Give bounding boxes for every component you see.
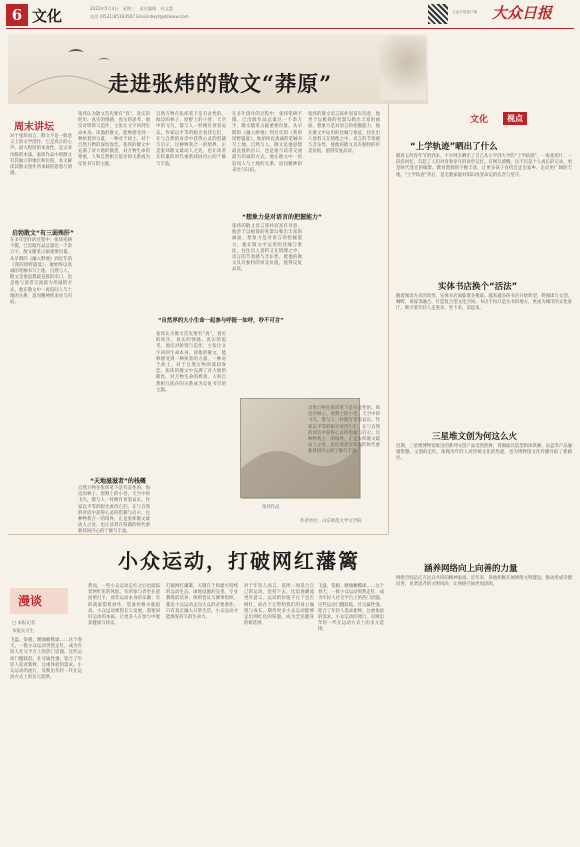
second-article-title: 小众运动，打破网红藩篱 (118, 549, 360, 573)
contact-info: 电话 (0531)85193507 Email:dwyt@dzwww.com (90, 14, 189, 19)
sidebar-item-3-body: 近期，三星堆博物馆推出的系列文创产品受到热捧，青铜面具造型的冰淇淋、盲盒等产品屡屡售罄。文创的走红，体现出年轻人对传统文化的热爱，也为博物馆文化传播开辟了新路径。 (396, 444, 572, 462)
ink-painting-image (380, 36, 426, 100)
sidebar-tag: 视点 (503, 112, 527, 125)
feature-intro: 对于张炜而言，散文不是一般意义上的文学创作，它是真正的心声。最大程度的本真性，是文章风格的本质。张炜作品中的散文有其独立的地位和价值，本文解读其散文创作所承载的思想与情感。 (10, 134, 72, 177)
second-byline-2: 本报实习生 (12, 629, 34, 634)
feature-title: 走进张炜的散文“莽原” (108, 71, 333, 96)
column-divider (388, 104, 389, 534)
sidebar-item-2-body: 随着阅读方式的改变，实体书店面临诸多挑战。越来越多的书店开始转型，将阅读与文创、咖啡、讲座等融合，打造复合型文化空间。书店不再只是买书的地方，更成为城市的文化客厅，吸引着年轻人走进来、坐下来、读起来。 (396, 294, 572, 312)
feature-subhead-4: “想象力是对语言的把握能力” (242, 214, 322, 221)
feature-body-col1: 在多年创作的过程中，张炜笔耕不辍，已出版作品总量达一千余万字，散文随笔占据重要份量。从早期的《融入野地》到近年的《我的原野盛宴》，他始终以真诚的笔触书写土地、自然与人。散文是他思想最直接的出口，也是他与读者交流最为坦诚的方式。他在散文中一再追问人与土地的关系，追问精神的来处与归宿。 (10, 238, 72, 306)
second-body-col2: 然而，一些小众运动走红之后也面临着网红化的风险。有的参与者更在意拍照打卡，而非运动本身的乐趣；有的商家借机炒作，装备价格水涨船高。小众运动要想长久发展，需要回归运动的本质，让更多人在参与中收获健康与快乐。 (88, 584, 160, 627)
feature-author: 作者单位：山东师范大学文学院 (300, 519, 362, 524)
edition-info: 2022年5月4日 星期三 责任编辑 杜文慧 (90, 6, 173, 11)
feature-body-col5b: 自然万物在张炜笔下是有灵性的。海边的林子、原野上的小兽、天空中的飞鸟，都与人一样拥有喜怒哀乐。作家以平等的眼光看待它们，在与自然的对话中获得心灵的慰藉与启示。这种物我合一的境界，正是张炜散文最动人之处，也让读者在喧嚣的时代重新找回内心的宁静与丰盈。 (308, 406, 380, 455)
second-body-col5: 飞盘、桨板、腰旗橄榄球……这个春天，一批小众运动突然走红，成为年轻人社交平台上的热门话题。这些运动门槛较低、社交属性强，迎合了年轻人追求新鲜、注重体验的需求。小众运动的流行，反映出年轻一代在运动方式上的多元选择。 (318, 584, 384, 633)
second-byline-1: □ 本报记者 (12, 621, 36, 626)
feature-body-col2: 张炜认为散文首先要有“真”，真实的经历、真实的情感、真实的思考。他反对矫饰与造作，主张让文字回到生命本身。读他的散文，能够感受到一种执着的力量，一种对于故土、对于自然万物的深切眷恋。张炜的散文中充满了对大地的敬畏，对万物生命的尊重，人和自然相互依存的关系成为反复书写的主题。 (78, 112, 150, 167)
masthead-logo: 大众日报 (492, 4, 553, 22)
sidebar-brand: 文化 (470, 115, 489, 125)
feature-body-col3: 自然万物在张炜笔下是有灵性的。海边的林子、原野上的小兽、天空中的飞鸟，都与人一样拥有喜怒哀乐。作家以平等的眼光看待它们，在与自然的对话中获得心灵的慰藉与启示。这种物我合一的境界，正是张炜散文最动人之处，也让读者在喧嚣的时代重新找回内心的宁静与丰盈。 (156, 112, 226, 167)
sidebar-item-4-title: 涵养网络向上向善的力量 (424, 564, 518, 574)
feature-subhead-2: “天地滋滋者”的栈概 (90, 478, 146, 485)
sidebar-item-3-title: 三星堆文创为何这么火 (432, 432, 518, 442)
feature-subhead-3: “自然界的大小生命一起参与呼挺一如呼，吵不可言” (158, 318, 284, 324)
second-body-col4: 对于年轻人而言，选择一项适合自己的运动，坚持下去，比追逐潮流更有意义。运动的价值不在于是否网红，而在于它带给我们的身心愉悦与成长。期待更多小众运动能够走出网红化的喧嚣，成为全民健身的新选择。 (244, 584, 314, 627)
header-rule (6, 28, 574, 29)
feature-body-col3b: 张炜认为散文首先要有“真”，真实的经历、真实的情感、真实的思考。他反对矫饰与造作，主张让文字回到生命本身。读他的散文，能够感受到一种执着的力量，一种对于故土、对于自然万物的深切眷恋。张炜的散文中充满了对大地的敬畏，对万物生命的尊重，人和自然相互依存的关系成为反复书写的主题。 (156, 332, 226, 393)
sidebar-item-1-title: “上学轨迹”晒出了什么 (410, 142, 498, 152)
sidebar-item-4-body: 网络空间是亿万民众共同的精神家园。近年来，各地积极开展网络文明建设，推动形成崇德向善、见贤思齐的文明风尚，让网络空间更加清朗。 (396, 576, 572, 588)
image-caption: 张炜作品 (262, 505, 280, 510)
second-body-col3: 打破网红藩篱，关键在于构建可持续的运动生态。场地设施的完善、专业教练的培养、规则普及与赛事组织，都是小众运动走向大众的必要条件。只有真正融入日常生活，小众运动才能焕发持久的生命力。 (166, 584, 238, 621)
section-divider (8, 534, 388, 535)
second-column-logo: 漫谈 (18, 594, 43, 608)
qr-caption: 大众日报客户端 (452, 10, 478, 14)
feature-body-col4b: 张炜的散文语言质朴而富有诗意，他善于以极简的笔墨勾勒出丰富的画面。想象力是对语言的把握能力，他在散文中运用的比喻与象征，往往出人意料又在情理之中。语言的节奏感与音乐性，使他的散文具有独特的审美价值，值得反复品读。 (232, 224, 302, 273)
feature-body-col4: 在多年创作的过程中，张炜笔耕不辍，已出版作品总量达一千余万字，散文随笔占据重要份量。从早期的《融入野地》到近年的《我的原野盛宴》，他始终以真诚的笔触书写土地、自然与人。散文是他思想最直接的出口，也是他与读者交流最为坦诚的方式。他在散文中一再追问人与土地的关系，追问精神的来处与归宿。 (232, 112, 302, 173)
second-body-col1: 飞盘、桨板、腰旗橄榄球……这个春天，一批小众运动突然走红，成为年轻人社交平台上的热门话题。这些运动门槛较低、社交属性强，迎合了年轻人追求新鲜、注重体验的需求。小众运动的流行，反映出年轻一代在运动方式上的多元选择。 (10, 638, 82, 681)
feature-subhead-1: 启勃散文“有三弱殊肝” (12, 230, 74, 237)
sidebar-item-2-title: 实体书店换个“活法” (438, 282, 518, 292)
qr-code-icon (428, 4, 448, 24)
column-logo: 周末讲坛 (14, 122, 54, 133)
page-number: 6 (6, 4, 28, 26)
sidebar-item-1-body: 随着五四青年节的到来，不少网友晒出了自己从小学到大学的“上学轨迹”，一张张照片、一段段回忆，勾起了人们对青春岁月的珍贵记忆。有网友感慨，这不仅是个人成长的记录，更是时代变迁的缩影。教育资源的不断丰富，让更多孩子有机会走出家乡、走向更广阔的天地。“上学轨迹”背后，是无数家庭对知识改变命运的信念与坚守。 (396, 154, 572, 178)
feature-body-col2b: 自然万物在张炜笔下是有灵性的。海边的林子、原野上的小兽、天空中的飞鸟，都与人一样拥有喜怒哀乐。作家以平等的眼光看待它们，在与自然的对话中获得心灵的慰藉与启示。这种物我合一的境界，正是张炜散文最动人之处，也让读者在喧嚣的时代重新找回内心的宁静与丰盈。 (78, 486, 150, 535)
feature-body-col5: 张炜的散文语言质朴而富有诗意，他善于以极简的笔墨勾勒出丰富的画面。想象力是对语言的把握能力，他在散文中运用的比喻与象征，往往出人意料又在情理之中。语言的节奏感与音乐性，使他的散文具有独特的审美价值，值得反复品读。 (308, 112, 380, 155)
section-title: 文化 (32, 7, 63, 25)
